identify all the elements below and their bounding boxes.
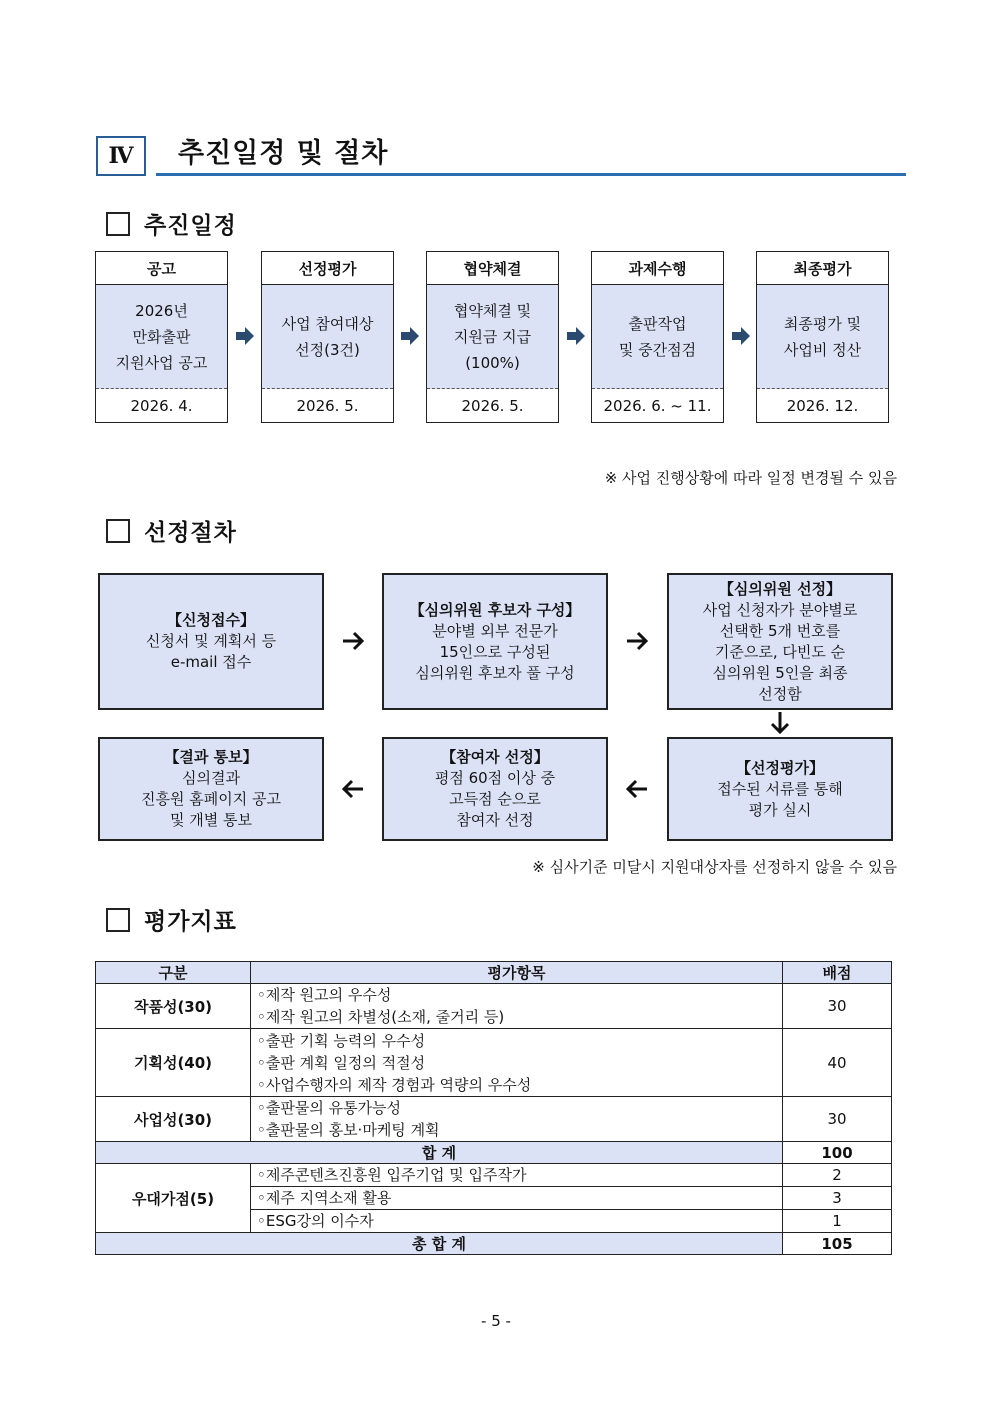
row-items: [251, 1097, 783, 1142]
arrow-left-icon: [624, 776, 650, 802]
row-items: [251, 984, 783, 1029]
section-title: 추진일정 및 절차: [178, 138, 389, 169]
arrow-right-icon: [234, 325, 256, 347]
bonus-item: ◦ESG강의 이수자: [251, 1210, 783, 1233]
section-underline: [156, 173, 906, 176]
schedule-step: [261, 251, 394, 423]
row-category: 기획성(40): [96, 1029, 251, 1097]
schedule-step-title: 과제수행: [592, 252, 723, 285]
process-step-title: 【결과 통보】: [164, 748, 258, 766]
process-step-body: 접수된 서류를 통해 평가 실시: [717, 779, 843, 819]
row-score: 30: [783, 984, 892, 1029]
schedule-step-date: 2026. 6. ~ 11.: [603, 396, 712, 415]
criteria-item: ◦출판 계획 일정의 적절성: [257, 1053, 426, 1072]
section-header: [96, 136, 906, 178]
row-score: 30: [783, 1097, 892, 1142]
checkbox-square-icon: [106, 519, 130, 543]
table-row: [96, 1097, 892, 1142]
criteria-item: ◦출판물의 홍보·마케팅 계획: [257, 1121, 440, 1139]
bonus-score: 1: [783, 1210, 892, 1233]
process-step-title: 【심의위원 선정】: [718, 579, 842, 598]
header-score: 배점: [783, 962, 892, 984]
arrow-right-icon: [399, 325, 421, 347]
schedule-step-title: 협약체결: [427, 252, 558, 285]
process-step-body: 분야별 외부 전문가 15인으로 구성된 심의위원 후보자 풀 구성: [415, 621, 575, 682]
process-step: [382, 737, 608, 841]
table-header-row: [96, 962, 892, 984]
table-row: [96, 984, 892, 1029]
schedule-step-title: 선정평가: [262, 252, 393, 285]
process-step-body: 평점 60점 이상 중 고득점 순으로 참여자 선정: [434, 769, 556, 829]
checkbox-square-icon: [106, 908, 130, 932]
evaluation-table: [95, 961, 892, 1255]
schedule-note: ※ 사업 진행상황에 따라 일정 변경될 수 있음: [604, 469, 897, 487]
selection-heading: [106, 514, 237, 547]
process-step: [98, 573, 324, 710]
section-number-box: [96, 136, 146, 176]
bonus-item: ◦제주콘텐츠진흥원 입주기업 및 입주작가: [251, 1164, 783, 1187]
row-score: 40: [783, 1029, 892, 1097]
evaluation-heading: [106, 903, 237, 936]
arrow-right-icon: [565, 325, 587, 347]
schedule-step-body: 2026년 만화출판 지원사업 공고: [96, 285, 227, 389]
schedule-step: [95, 251, 228, 423]
bonus-score: 3: [783, 1187, 892, 1210]
bonus-item: ◦제주 지역소재 활용: [251, 1187, 783, 1210]
selection-note: ※ 심사기준 미달시 지원대상자를 선정하지 않을 수 있음: [532, 858, 897, 876]
criteria-item: ◦출판물의 유통가능성: [257, 1099, 402, 1117]
checkbox-square-icon: [106, 212, 130, 236]
table-row: [96, 1164, 892, 1187]
row-category: 사업성(30): [96, 1097, 251, 1142]
schedule-step: [426, 251, 559, 423]
arrow-right-icon: [340, 628, 366, 654]
subtotal-label: 합 계: [96, 1142, 783, 1164]
criteria-item: ◦출판 기획 능력의 우수성: [257, 1031, 426, 1050]
schedule-step-title: 최종평가: [757, 252, 888, 285]
process-step: [98, 737, 324, 841]
schedule-step-body: 출판작업 및 중간점검: [592, 285, 723, 389]
total-row: [96, 1233, 892, 1255]
bonus-category: 우대가점(5): [96, 1164, 251, 1233]
total-score: 105: [783, 1233, 892, 1255]
process-step: [667, 737, 893, 841]
schedule-step-date: 2026. 5.: [461, 396, 524, 415]
criteria-item: ◦사업수행자의 제작 경험과 역량의 우수성: [257, 1075, 532, 1094]
schedule-step: [756, 251, 889, 423]
section-number: Ⅳ: [108, 143, 134, 169]
process-step-title: 【심의위원 후보자 구성】: [409, 600, 581, 619]
page-number: - 5 -: [481, 1312, 511, 1330]
schedule-step-body: 최종평가 및 사업비 정산: [757, 285, 888, 389]
arrow-left-icon: [340, 776, 366, 802]
header-category: 구분: [96, 962, 251, 984]
schedule-heading-text: 추진일정: [144, 212, 237, 239]
schedule-heading: [106, 207, 237, 240]
process-step-title: 【참여자 선정】: [441, 748, 549, 766]
subtotal-row: [96, 1142, 892, 1164]
process-step-body: 신청서 및 계획서 등 e-mail 접수: [145, 632, 277, 671]
selection-heading-text: 선정절차: [144, 519, 237, 546]
process-step-body: 사업 신청자가 분야별로 선택한 5개 번호를 기준으로, 다빈도 순 심의위원 5인을 최종 선정함: [702, 600, 858, 703]
total-label: 총 합 계: [96, 1233, 783, 1255]
process-step-body: 심의결과 진흥원 홈페이지 공고 및 개별 통보: [141, 769, 281, 829]
process-step: [382, 573, 608, 710]
table-row: [96, 1029, 892, 1097]
schedule-step-body: 협약체결 및 지원금 지급 (100%): [427, 285, 558, 389]
schedule-step-body: 사업 참여대상 선정(3건): [262, 285, 393, 389]
bonus-score: 2: [783, 1164, 892, 1187]
arrow-right-icon: [730, 325, 752, 347]
criteria-item: ◦제작 원고의 차별성(소재, 줄거리 등): [257, 1008, 505, 1026]
evaluation-heading-text: 평가지표: [144, 908, 237, 935]
arrow-down-icon: [767, 710, 793, 736]
schedule-step: [591, 251, 724, 423]
process-step: [667, 573, 893, 710]
schedule-step-date: 2026. 5.: [296, 396, 359, 415]
arrow-right-icon: [624, 628, 650, 654]
schedule-step-date: 2026. 4.: [130, 396, 193, 415]
row-items: [251, 1029, 783, 1097]
header-items: 평가항목: [251, 962, 783, 984]
process-step-title: 【신청접수】: [167, 611, 255, 629]
row-category: 작품성(30): [96, 984, 251, 1029]
schedule-step-date: 2026. 12.: [786, 396, 859, 415]
subtotal-score: 100: [783, 1142, 892, 1164]
process-step-title: 【선정평가】: [736, 758, 824, 777]
schedule-step-title: 공고: [96, 252, 227, 285]
criteria-item: ◦제작 원고의 우수성: [257, 986, 392, 1004]
